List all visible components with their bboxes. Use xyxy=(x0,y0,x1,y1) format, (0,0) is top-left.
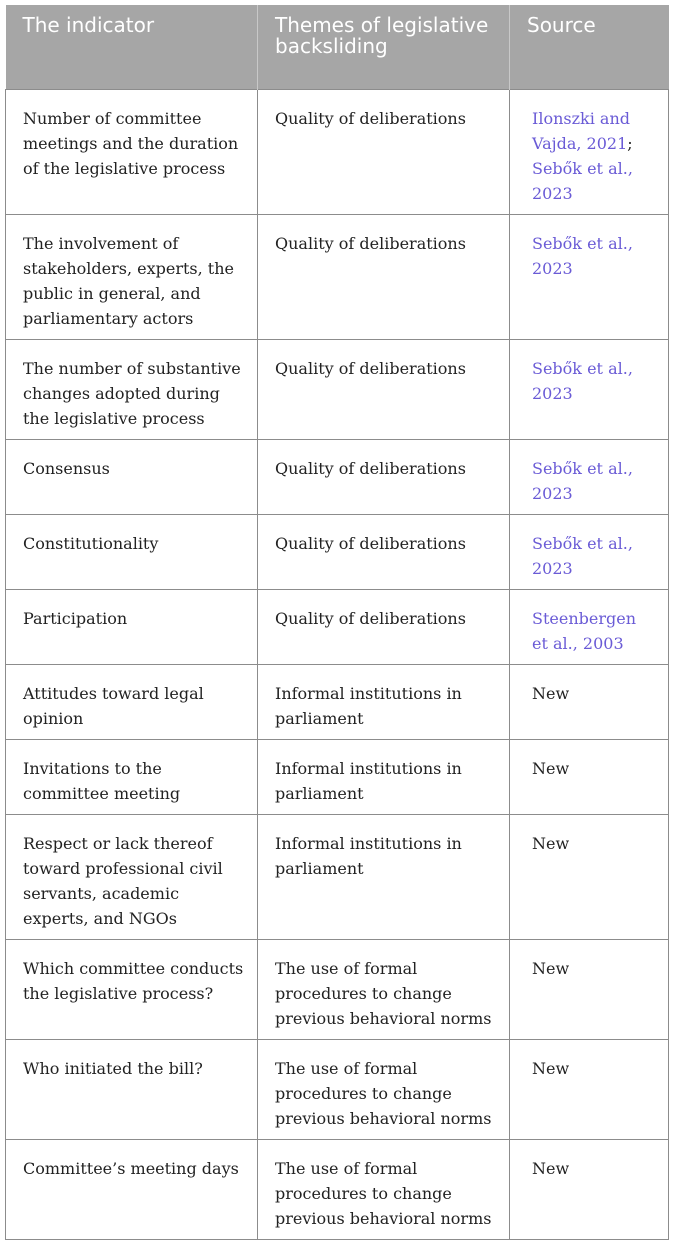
cell-indicator: Constitutionality xyxy=(6,514,258,589)
cell-theme: Quality of deliberations xyxy=(258,589,510,664)
table-row xyxy=(6,739,669,814)
cell-theme: Quality of deliberations xyxy=(258,89,510,214)
cell-theme: The use of formal procedures to change previous behavioral norms xyxy=(258,1139,510,1239)
cell-source xyxy=(510,939,669,1039)
cell-source xyxy=(510,739,669,814)
cell-source xyxy=(510,664,669,739)
cell-indicator: Participation xyxy=(6,589,258,664)
table-row xyxy=(6,89,669,214)
source-new: New xyxy=(532,1058,570,1078)
source-new: New xyxy=(532,833,570,853)
table-row xyxy=(6,814,669,939)
source-reference-link[interactable]: Sebők et al., 2023 xyxy=(532,358,633,403)
cell-source xyxy=(510,439,669,514)
table-row xyxy=(6,514,669,589)
cell-theme: Quality of deliberations xyxy=(258,514,510,589)
table-row xyxy=(6,439,669,514)
cell-source xyxy=(510,1139,669,1239)
source-reference-link[interactable]: Steenbergen et al., 2003 xyxy=(532,608,637,653)
table-row xyxy=(6,664,669,739)
cell-source xyxy=(510,89,669,214)
table-row xyxy=(6,339,669,439)
cell-source xyxy=(510,339,669,439)
source-reference-link[interactable]: Sebők et al., 2023 xyxy=(532,233,633,278)
cell-theme: The use of formal procedures to change previous behavioral norms xyxy=(258,1039,510,1139)
source-reference-link[interactable]: Sebők et al., 2023 xyxy=(532,158,633,203)
header-themes: Themes of legislative backsliding xyxy=(258,5,510,89)
cell-theme: Informal institutions in parliament xyxy=(258,814,510,939)
table-row xyxy=(6,214,669,339)
cell-indicator: Attitudes toward legal opinion xyxy=(6,664,258,739)
cell-indicator: Committee’s meeting days xyxy=(6,1139,258,1239)
cell-source xyxy=(510,589,669,664)
source-new: New xyxy=(532,758,570,778)
header-row xyxy=(6,5,669,89)
cell-indicator: The number of substantive changes adopted during the legislative process xyxy=(6,339,258,439)
source-reference-link[interactable]: Ilonszki and Vajda, 2021 xyxy=(532,108,630,153)
cell-indicator: Which committee conducts the legislative process? xyxy=(6,939,258,1039)
cell-indicator: The involvement of stakeholders, experts, the public in general, and parliamentary actors xyxy=(6,214,258,339)
cell-source xyxy=(510,214,669,339)
source-new: New xyxy=(532,683,570,703)
cell-indicator: Invitations to the committee meeting xyxy=(6,739,258,814)
cell-theme: Quality of deliberations xyxy=(258,439,510,514)
cell-source xyxy=(510,1039,669,1139)
source-new: New xyxy=(532,1158,570,1178)
cell-indicator: Consensus xyxy=(6,439,258,514)
cell-theme: The use of formal procedures to change previous behavioral norms xyxy=(258,939,510,1039)
cell-theme: Quality of deliberations xyxy=(258,339,510,439)
cell-theme: Informal institutions in parliament xyxy=(258,664,510,739)
source-reference-link[interactable]: Sebők et al., 2023 xyxy=(532,533,633,578)
table-row xyxy=(6,589,669,664)
source-new: New xyxy=(532,958,570,978)
cell-theme: Quality of deliberations xyxy=(258,214,510,339)
cell-source xyxy=(510,814,669,939)
cell-source xyxy=(510,514,669,589)
header-indicator: The indicator xyxy=(6,5,258,89)
indicator-table xyxy=(5,5,669,1240)
cell-theme: Informal institutions in parliament xyxy=(258,739,510,814)
table-row xyxy=(6,939,669,1039)
source-reference-link[interactable]: Sebők et al., 2023 xyxy=(532,458,633,503)
source-separator: ; xyxy=(627,133,633,153)
cell-indicator: Who initiated the bill? xyxy=(6,1039,258,1139)
cell-indicator: Number of committee meetings and the duration of the legislative process xyxy=(6,89,258,214)
table-row xyxy=(6,1039,669,1139)
header-source: Source xyxy=(510,5,669,89)
table-row xyxy=(6,1139,669,1239)
cell-indicator: Respect or lack thereof toward professional civil servants, academic experts, and NGOs xyxy=(6,814,258,939)
